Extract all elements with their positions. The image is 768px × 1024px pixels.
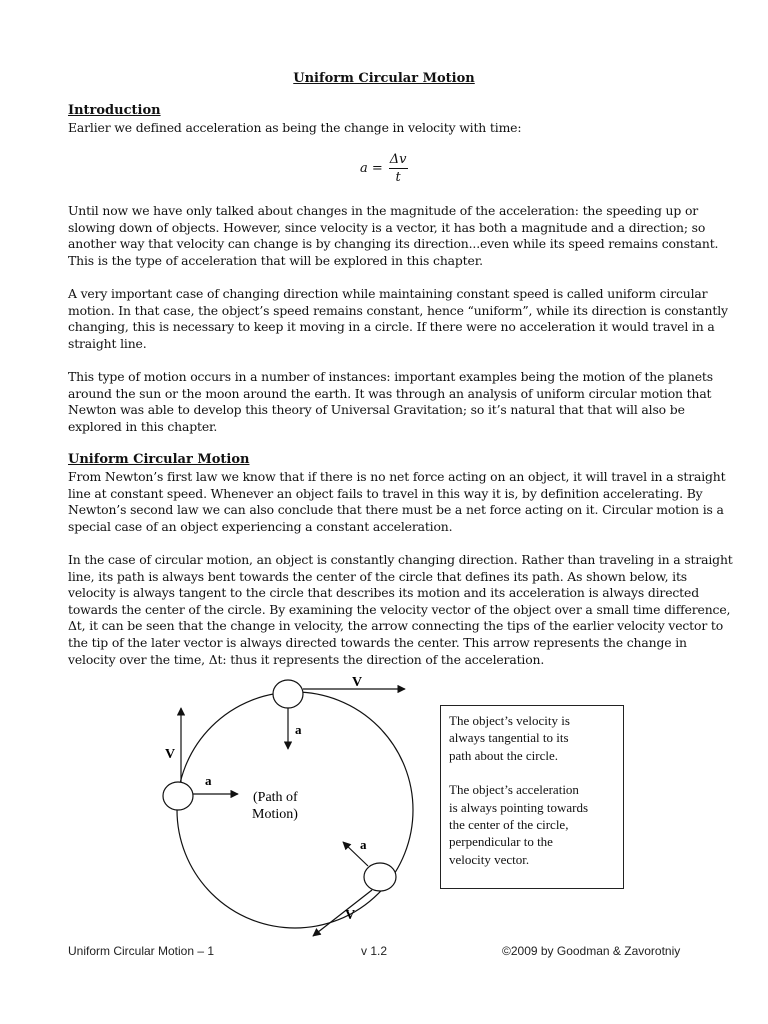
text-line: A very important case of changing direction while maintaining constant speed is called uniform circular <box>68 286 708 301</box>
circular-motion-diagram <box>150 670 420 940</box>
callout-paragraph-1 <box>449 712 615 764</box>
velocity-label-bottom: V <box>345 908 356 923</box>
ucm-paragraph-2 <box>68 552 733 668</box>
acceleration-label-bottom: a <box>360 837 367 852</box>
path-label-line-2: Motion) <box>252 807 298 822</box>
text-line: the center of the circle, <box>449 817 569 833</box>
object-top <box>273 680 303 708</box>
text-line: From Newton’s first law we know that if there is no net force acting on an object, it will travel in a straight <box>68 469 726 484</box>
equation-denominator: t <box>395 170 401 185</box>
acceleration-label-top: a <box>295 722 302 737</box>
callout-paragraph-2 <box>449 781 615 868</box>
text-line: special case of an object experiencing a constant acceleration. <box>68 518 453 534</box>
equation-fraction <box>389 152 408 185</box>
intro-paragraph-2 <box>68 203 719 269</box>
equation-lhs: a = <box>360 161 383 176</box>
text-line: motion. In that case, the object’s speed remains constant, hence “uniform”, while its direction is constantly <box>68 302 728 318</box>
text-line: slowing down of objects. However, since velocity is a vector, it has both a magnitude and a direction; so <box>68 219 706 235</box>
text-line: line, its path is always bent towards the center of the circle that defines its path. As shown below, its <box>68 568 687 584</box>
velocity-arrow-bottom <box>313 890 372 936</box>
text-line: This type of motion occurs in a number of instances: important examples being the motion of the planets <box>68 369 713 384</box>
intro-paragraph-3 <box>68 286 728 352</box>
text-line: Earlier we defined acceleration as being the change in velocity with time: <box>68 120 522 135</box>
text-line: Δt, it can be seen that the change in velocity, the arrow connecting the tips of the earlier velocity vector to <box>68 618 724 634</box>
text-line: the tip of the later vector is always directed towards the center. This arrow represents the change in <box>68 634 687 650</box>
text-line: The object’s velocity is <box>449 713 570 728</box>
text-line: straight line. <box>68 335 147 351</box>
page-title: Uniform Circular Motion <box>293 71 475 86</box>
ucm-paragraph-1 <box>68 469 726 535</box>
footer-copyright: ©2009 by Goodman & Zavorotniy <box>502 944 681 958</box>
explanation-callout <box>440 705 624 889</box>
acceleration-label-left: a <box>205 773 212 788</box>
text-line: is always pointing towards <box>449 799 589 815</box>
text-line: towards the center of the circle. By examining the velocity vector of the object over a small time difference, <box>68 601 731 617</box>
text-line: velocity over the time, Δt: thus it represents the direction of the acceleration. <box>68 651 545 667</box>
object-left <box>163 782 193 810</box>
intro-paragraph-4 <box>68 369 713 435</box>
text-line: around the sun or the moon around the earth. It was through an analysis of uniform circular motion that <box>68 385 712 401</box>
text-line: another way that velocity can change is by changing its direction...even while its speed remains constant. <box>68 236 719 252</box>
object-bottom-right <box>364 863 396 891</box>
velocity-label-left: V <box>165 747 176 762</box>
text-line: line at constant speed. Whenever an object fails to travel in this way it is, by definition accelerating. By <box>68 485 703 501</box>
text-line: explored in this chapter. <box>68 418 218 434</box>
intro-heading: Introduction <box>68 103 161 118</box>
text-line: Newton’s second law we can also conclude that there must be a net force acting on it. Circular motion is a <box>68 502 724 518</box>
path-label-line-1: (Path of <box>253 790 298 805</box>
text-line: perpendicular to the <box>449 834 553 850</box>
text-line: The object’s acceleration <box>449 782 579 798</box>
ucm-heading: Uniform Circular Motion <box>68 452 250 467</box>
text-line: velocity vector. <box>449 851 530 867</box>
text-line: always tangential to its <box>449 730 569 746</box>
text-line: path about the circle. <box>449 747 559 763</box>
footer-version: v 1.2 <box>361 944 388 958</box>
text-line: changing, this is necessary to keep it moving in a circle. If there were no acceleration it would travel in a <box>68 319 715 335</box>
text-line: Newton was able to develop this theory of Universal Gravitation; so it’s natural that that will also be <box>68 402 685 418</box>
intro-paragraph-1 <box>68 120 708 137</box>
equation-numerator: Δv <box>389 152 407 167</box>
text-line: In the case of circular motion, an object is constantly changing direction. Rather than traveling in a straight <box>68 552 733 567</box>
text-line: Until now we have only talked about changes in the magnitude of the acceleration: the speeding up or <box>68 203 699 218</box>
text-line: This is the type of acceleration that will be explored in this chapter. <box>68 252 483 268</box>
acceleration-equation <box>360 152 408 185</box>
velocity-label-top: V <box>352 675 363 690</box>
footer-left: Uniform Circular Motion – 1 <box>68 944 215 958</box>
text-line: velocity is always tangent to the circle that describes its motion and its acceleration is always directed <box>68 585 699 601</box>
